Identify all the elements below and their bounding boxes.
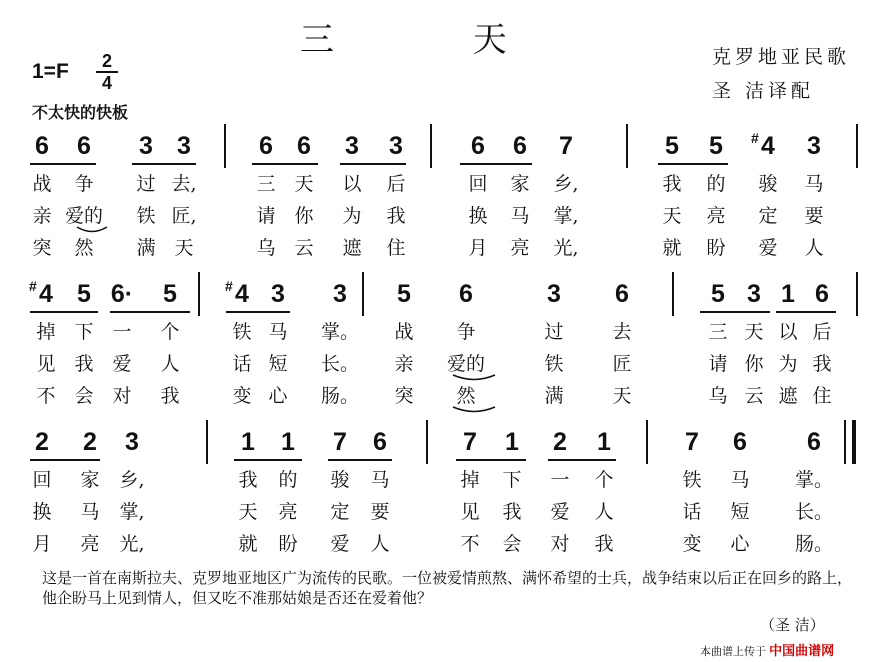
lyric-slur (452, 406, 496, 416)
note (29, 278, 53, 308)
lyric-syllable: 亲 (394, 353, 414, 375)
note-digit: 6 (259, 132, 273, 160)
note-digit: 5 (711, 280, 725, 308)
key-signature: 1=F (32, 60, 69, 83)
lyric-syllable: 会 (74, 385, 94, 407)
lyric-syllable: 然 (456, 385, 476, 407)
lyric-syllable: 一 (112, 321, 132, 343)
note-digit: 5 (665, 132, 679, 160)
note (389, 132, 403, 160)
lyric-syllable: 马 (80, 501, 100, 523)
note (373, 428, 387, 456)
lyric-syllable: 亲 (32, 205, 52, 227)
note-digit: 6 (807, 428, 821, 456)
note (163, 280, 177, 308)
note (807, 428, 821, 456)
lyric-syllable: 话 (232, 353, 252, 375)
note (77, 132, 91, 160)
note-digit: 6 (459, 280, 473, 308)
note-digit: 6 (815, 280, 829, 308)
note (559, 132, 573, 160)
note (597, 428, 611, 456)
note (815, 280, 829, 308)
lyric-syllable: 掌。 (794, 469, 834, 491)
lyric-syllable: 家 (80, 469, 100, 491)
upload-prefix: 本曲谱上传于 (700, 646, 766, 658)
note (553, 428, 567, 456)
bar-line (844, 420, 846, 464)
bar-line (430, 124, 432, 168)
lyric-syllable: 为 (778, 353, 798, 375)
lyric-syllable: 去, (171, 173, 197, 195)
lyric-syllable: 人 (160, 353, 180, 375)
lyric-syllable: 住 (812, 385, 832, 407)
lyric-syllable: 遮 (342, 237, 362, 259)
lyric-syllable: 个 (594, 469, 614, 491)
lyric-syllable: 亮 (80, 533, 100, 555)
note-digit: 6 (615, 280, 629, 308)
lyric-syllable: 马 (370, 469, 390, 491)
lyric-syllable: 短 (730, 501, 750, 523)
lyric-syllable: 月 (32, 533, 52, 555)
lyric-syllable: 见 (36, 353, 56, 375)
upload-credit (700, 640, 834, 659)
lyric-syllable: 人 (804, 237, 824, 259)
lyric-syllable: 铁 (544, 353, 564, 375)
lyric-syllable: 马 (804, 173, 824, 195)
lyric-syllable: 肠。 (320, 385, 360, 407)
note (241, 428, 255, 456)
lyric-syllable: 心 (268, 385, 288, 407)
note (35, 132, 49, 160)
beam-underline (460, 163, 532, 165)
note-digit: 7 (559, 132, 573, 160)
lyric-slur (452, 374, 496, 384)
lyric-syllable: 心 (730, 533, 750, 555)
lyric-syllable: 后 (386, 173, 406, 195)
beam-underline (30, 459, 100, 461)
lyric-syllable: 要 (370, 501, 390, 523)
beam-underline (110, 311, 190, 313)
lyric-syllable: 我 (662, 173, 682, 195)
lyric-syllable: 铁 (682, 469, 702, 491)
note-digit: 3 (333, 280, 347, 308)
note-digit: 3 (345, 132, 359, 160)
lyric-syllable: 以 (778, 321, 798, 343)
lyric-syllable: 匠, (171, 205, 197, 227)
lyric-syllable: 会 (502, 533, 522, 555)
lyric-syllable: 下 (502, 469, 522, 491)
lyric-syllable: 爱的 (446, 353, 486, 375)
lyric-syllable: 月 (468, 237, 488, 259)
note (281, 428, 295, 456)
bar-line (852, 420, 856, 464)
note-digit: 4 (39, 280, 53, 308)
lyric-syllable: 住 (386, 237, 406, 259)
note-digit: 6 (513, 132, 527, 160)
note-digit: 1 (281, 428, 295, 456)
lyric-syllable: 短 (268, 353, 288, 375)
lyric-syllable: 一 (550, 469, 570, 491)
beam-underline (30, 311, 98, 313)
note (225, 278, 249, 308)
note-digit: 2 (83, 428, 97, 456)
note-digit: 1 (781, 280, 795, 308)
time-signature (96, 52, 118, 92)
lyric-syllable: 马 (510, 205, 530, 227)
beam-underline (776, 311, 836, 313)
bar-line (426, 420, 428, 464)
lyric-syllable: 掌, (553, 205, 579, 227)
bar-line (206, 420, 208, 464)
description: 这是一首在南斯拉夫、克罗地亚地区广为流传的民歌。一位被爱情煎熬、满怀希望的士兵，战争结束以后正在回乡的路上，他企盼马上见到情人，但又吃不准那姑娘是否还在爱着他？ (42, 569, 853, 607)
note-digit: 6 (373, 428, 387, 456)
note (665, 132, 679, 160)
lyric-syllable: 的 (706, 173, 726, 195)
note-digit: 7 (685, 428, 699, 456)
note (139, 132, 153, 160)
upload-site: 中国曲谱网 (769, 643, 835, 658)
lyric-syllable: 天 (294, 173, 314, 195)
lyric-syllable: 骏 (330, 469, 350, 491)
lyric-syllable: 爱 (112, 353, 132, 375)
lyric-syllable: 对 (550, 533, 570, 555)
lyric-syllable: 掉 (460, 469, 480, 491)
lyric-syllable: 光, (553, 237, 579, 259)
note (505, 428, 519, 456)
lyric-syllable: 满 (544, 385, 564, 407)
note-digit: 5 (163, 280, 177, 308)
origin-credit: 克罗地亚民歌 (712, 46, 851, 68)
lyric-syllable: 我 (238, 469, 258, 491)
lyric-syllable: 马 (268, 321, 288, 343)
description-signature: （圣 洁） (760, 616, 825, 634)
note (463, 428, 477, 456)
lyric-syllable: 满 (136, 237, 156, 259)
note-digit: 3 (125, 428, 139, 456)
lyric-syllable: 换 (32, 501, 52, 523)
lyric-syllable: 亮 (706, 205, 726, 227)
note-digit: 1 (505, 428, 519, 456)
lyric-syllable: 我 (160, 385, 180, 407)
note-digit: 3 (547, 280, 561, 308)
note (685, 428, 699, 456)
note-digit: 1 (241, 428, 255, 456)
lyric-syllable: 人 (370, 533, 390, 555)
note-digit: 6 (471, 132, 485, 160)
lyric-syllable: 盼 (278, 533, 298, 555)
lyric-syllable: 天 (612, 385, 632, 407)
lyric-syllable: 回 (32, 469, 52, 491)
note (513, 132, 527, 160)
lyric-syllable: 亮 (278, 501, 298, 523)
lyric-syllable: 乡, (553, 173, 579, 195)
note-digit: 3 (177, 132, 191, 160)
song-title: 三 天 (300, 20, 571, 60)
time-top: 2 (101, 51, 112, 71)
lyric-syllable: 定 (330, 501, 350, 523)
note (547, 280, 561, 308)
lyric-syllable: 不 (460, 533, 480, 555)
note-digit: 7 (463, 428, 477, 456)
lyric-syllable: 然 (74, 237, 94, 259)
lyric-syllable: 个 (160, 321, 180, 343)
beam-underline (30, 163, 96, 165)
note-digit: 3 (139, 132, 153, 160)
note-digit: 2 (35, 428, 49, 456)
lyric-syllable: 以 (342, 173, 362, 195)
lyric-syllable: 变 (232, 385, 252, 407)
lyric-syllable: 争 (74, 173, 94, 195)
time-bottom: 4 (101, 73, 112, 93)
sharp-sign: # (751, 130, 759, 146)
lyric-syllable: 的 (278, 469, 298, 491)
note (781, 280, 795, 308)
bar-line (198, 272, 200, 316)
note (177, 132, 191, 160)
note-digit: 3 (807, 132, 821, 160)
note-digit: 5 (77, 280, 91, 308)
lyric-syllable: 我 (386, 205, 406, 227)
lyric-syllable: 话 (682, 501, 702, 523)
lyric-syllable: 天 (174, 237, 194, 259)
lyric-syllable: 爱的 (64, 205, 104, 227)
lyric-syllable: 遮 (778, 385, 798, 407)
lyric-syllable: 掉 (36, 321, 56, 343)
lyric-syllable: 见 (460, 501, 480, 523)
beam-underline (226, 311, 290, 313)
beam-underline (234, 459, 302, 461)
lyric-syllable: 我 (502, 501, 522, 523)
beam-underline (340, 163, 406, 165)
lyric-syllable: 突 (32, 237, 52, 259)
note-digit: 5 (709, 132, 723, 160)
lyric-syllable: 突 (394, 385, 414, 407)
beam-underline (548, 459, 616, 461)
lyric-syllable: 亮 (510, 237, 530, 259)
lyric-syllable: 乌 (708, 385, 728, 407)
bar-line (856, 272, 858, 316)
note (35, 428, 49, 456)
note-digit: 3 (389, 132, 403, 160)
sharp-sign: # (225, 278, 233, 294)
note-digit: 6· (110, 280, 134, 308)
note (83, 428, 97, 456)
note-digit: 3 (747, 280, 761, 308)
beam-underline (328, 459, 392, 461)
note (271, 280, 285, 308)
lyric-syllable: 我 (812, 353, 832, 375)
lyric-syllable: 骏 (758, 173, 778, 195)
lyric-syllable: 请 (708, 353, 728, 375)
beam-underline (700, 311, 770, 313)
lyric-syllable: 就 (662, 237, 682, 259)
note-digit: 6 (35, 132, 49, 160)
tempo-marking: 不太快的快板 (32, 105, 129, 122)
lyric-syllable: 家 (510, 173, 530, 195)
lyric-syllable: 长。 (320, 353, 360, 375)
lyric-syllable: 云 (294, 237, 314, 259)
lyric-syllable: 爱 (550, 501, 570, 523)
note (397, 280, 411, 308)
beam-underline (658, 163, 728, 165)
note (333, 428, 347, 456)
note-digit: 5 (397, 280, 411, 308)
note-digit: 1 (597, 428, 611, 456)
note (615, 280, 629, 308)
lyric-syllable: 爱 (330, 533, 350, 555)
note (333, 280, 347, 308)
lyric-syllable: 掌。 (320, 321, 360, 343)
lyric-syllable: 三 (708, 321, 728, 343)
lyric-syllable: 掌, (119, 501, 145, 523)
lyric-syllable: 肠。 (794, 533, 834, 555)
note-digit: 4 (761, 132, 775, 160)
lyric-syllable: 爱 (758, 237, 778, 259)
lyric-syllable: 换 (468, 205, 488, 227)
note (345, 132, 359, 160)
lyric-syllable: 争 (456, 321, 476, 343)
lyric-syllable: 过 (544, 321, 564, 343)
note (125, 428, 139, 456)
lyric-syllable: 要 (804, 205, 824, 227)
note-digit: 2 (553, 428, 567, 456)
lyric-syllable: 长。 (794, 501, 834, 523)
lyric-syllable: 铁 (232, 321, 252, 343)
lyric-syllable: 天 (744, 321, 764, 343)
lyric-syllable: 定 (758, 205, 778, 227)
note (751, 130, 775, 160)
lyric-syllable: 战 (394, 321, 414, 343)
lyric-syllable: 对 (112, 385, 132, 407)
lyric-syllable: 为 (342, 205, 362, 227)
note (111, 280, 133, 308)
lyric-syllable: 乌 (256, 237, 276, 259)
lyric-syllable: 人 (594, 501, 614, 523)
note (471, 132, 485, 160)
lyric-syllable: 战 (32, 173, 52, 195)
bar-line (646, 420, 648, 464)
bar-line (224, 124, 226, 168)
bar-line (626, 124, 628, 168)
note (709, 132, 723, 160)
translator-credit: 圣 洁译配 (712, 80, 815, 102)
lyric-syllable: 盼 (706, 237, 726, 259)
lyric-syllable: 后 (812, 321, 832, 343)
note-digit: 6 (733, 428, 747, 456)
note (77, 280, 91, 308)
lyric-syllable: 我 (74, 353, 94, 375)
lyric-syllable: 我 (594, 533, 614, 555)
lyric-syllable: 去 (612, 321, 632, 343)
lyric-syllable: 下 (74, 321, 94, 343)
note-digit: 7 (333, 428, 347, 456)
lyric-syllable: 天 (662, 205, 682, 227)
note (807, 132, 821, 160)
note (459, 280, 473, 308)
note-digit: 6 (297, 132, 311, 160)
lyric-syllable: 铁 (136, 205, 156, 227)
lyric-slur (76, 226, 108, 236)
lyric-syllable: 不 (36, 385, 56, 407)
bar-line (672, 272, 674, 316)
beam-underline (456, 459, 526, 461)
bar-line (856, 124, 858, 168)
lyric-syllable: 云 (744, 385, 764, 407)
lyric-syllable: 光, (119, 533, 145, 555)
note-digit: 3 (271, 280, 285, 308)
lyric-syllable: 三 (256, 173, 276, 195)
lyric-syllable: 就 (238, 533, 258, 555)
note (747, 280, 761, 308)
lyric-syllable: 请 (256, 205, 276, 227)
lyric-syllable: 变 (682, 533, 702, 555)
lyric-syllable: 过 (136, 173, 156, 195)
lyric-syllable: 你 (744, 353, 764, 375)
note (733, 428, 747, 456)
note (711, 280, 725, 308)
beam-underline (132, 163, 196, 165)
bar-line (362, 272, 364, 316)
lyric-syllable: 天 (238, 501, 258, 523)
note (259, 132, 273, 160)
lyric-syllable: 乡, (119, 469, 145, 491)
sharp-sign: # (29, 278, 37, 294)
lyric-syllable: 回 (468, 173, 488, 195)
lyric-syllable: 马 (730, 469, 750, 491)
note-digit: 6 (77, 132, 91, 160)
note (297, 132, 311, 160)
lyric-syllable: 匠 (612, 353, 632, 375)
lyric-syllable: 你 (294, 205, 314, 227)
beam-underline (252, 163, 318, 165)
note-digit: 4 (235, 280, 249, 308)
